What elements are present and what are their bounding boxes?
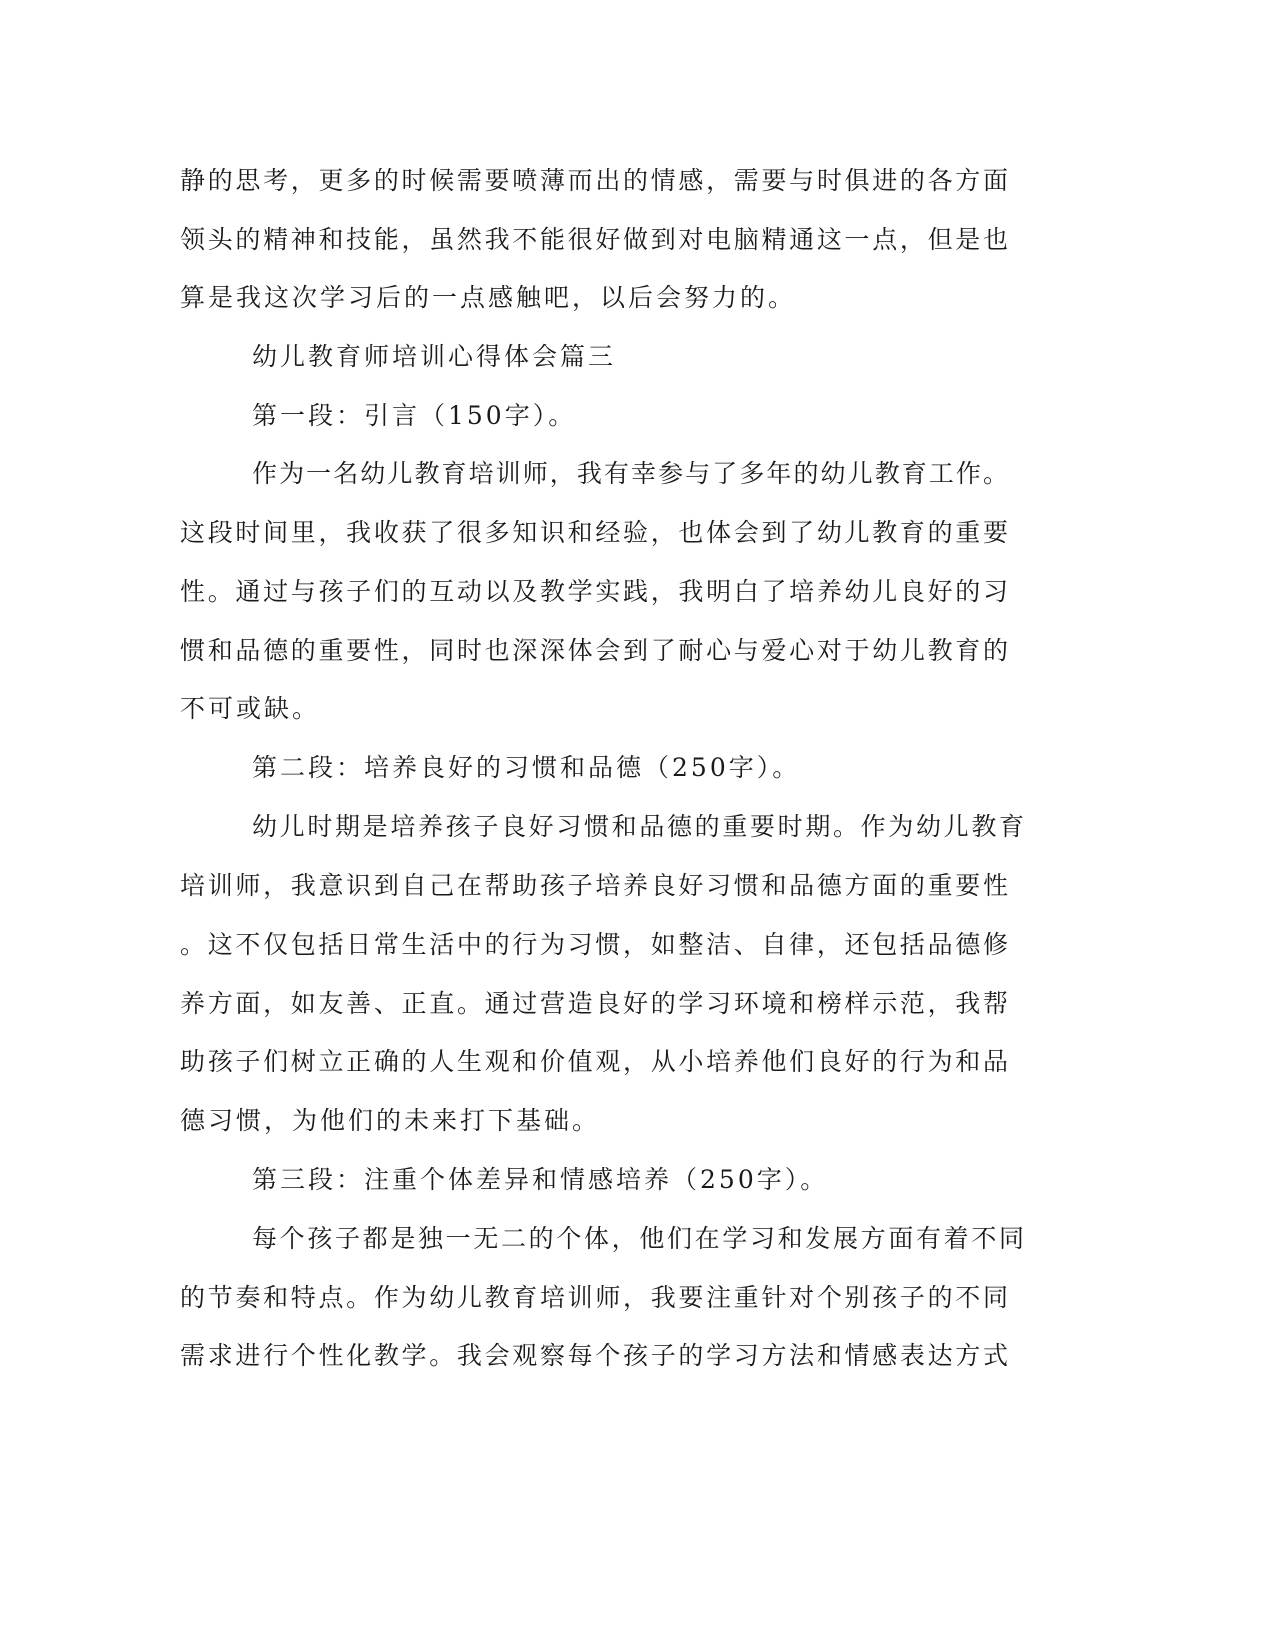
text-line: 性。通过与孩子们的互动以及教学实践，我明白了培养幼儿良好的习: [180, 577, 1008, 606]
section-heading: 第二段：培养良好的习惯和品德（250字）。: [252, 753, 801, 782]
text-line: 不可或缺。: [180, 694, 321, 723]
text-line: 领头的精神和技能，虽然我不能很好做到对电脑精通这一点，但是也: [180, 225, 1008, 254]
section-heading: 第三段：注重个体差异和情感培养（250字）。: [252, 1165, 829, 1194]
text-line: 作为一名幼儿教育培训师，我有幸参与了多年的幼儿教育工作。: [252, 459, 1008, 488]
text-line: 需求进行个性化教学。我会观察每个孩子的学习方法和情感表达方式: [180, 1341, 1008, 1370]
text-line: 助孩子们树立正确的人生观和价值观，从小培养他们良好的行为和品: [180, 1047, 1008, 1076]
section-heading: 第一段：引言（150字）。: [252, 401, 577, 430]
text-line: 的节奏和特点。作为幼儿教育培训师，我要注重针对个别孩子的不同: [180, 1283, 1008, 1312]
text-line: 。这不仅包括日常生活中的行为习惯，如整洁、自律，还包括品德修: [180, 930, 1008, 959]
text-line: 养方面，如友善、正直。通过营造良好的学习环境和榜样示范，我帮: [180, 989, 1008, 1018]
text-line: 这段时间里，我收获了很多知识和经验，也体会到了幼儿教育的重要: [180, 518, 1008, 547]
text-line: 每个孩子都是独一无二的个体，他们在学习和发展方面有着不同: [252, 1224, 1024, 1253]
text-line: 惯和品德的重要性，同时也深深体会到了耐心与爱心对于幼儿教育的: [180, 636, 1008, 665]
text-line: 幼儿时期是培养孩子良好习惯和品德的重要时期。作为幼儿教育: [252, 812, 1024, 841]
section-title: 幼儿教育师培训心得体会篇三: [252, 342, 617, 371]
text-line: 德习惯，为他们的未来打下基础。: [180, 1106, 601, 1135]
text-line: 静的思考，更多的时候需要喷薄而出的情感，需要与时俱进的各方面: [180, 166, 1008, 195]
text-line: 算是我这次学习后的一点感触吧，以后会努力的。: [180, 283, 797, 312]
text-line: 培训师，我意识到自己在帮助孩子培养良好习惯和品德方面的重要性: [180, 871, 1008, 900]
